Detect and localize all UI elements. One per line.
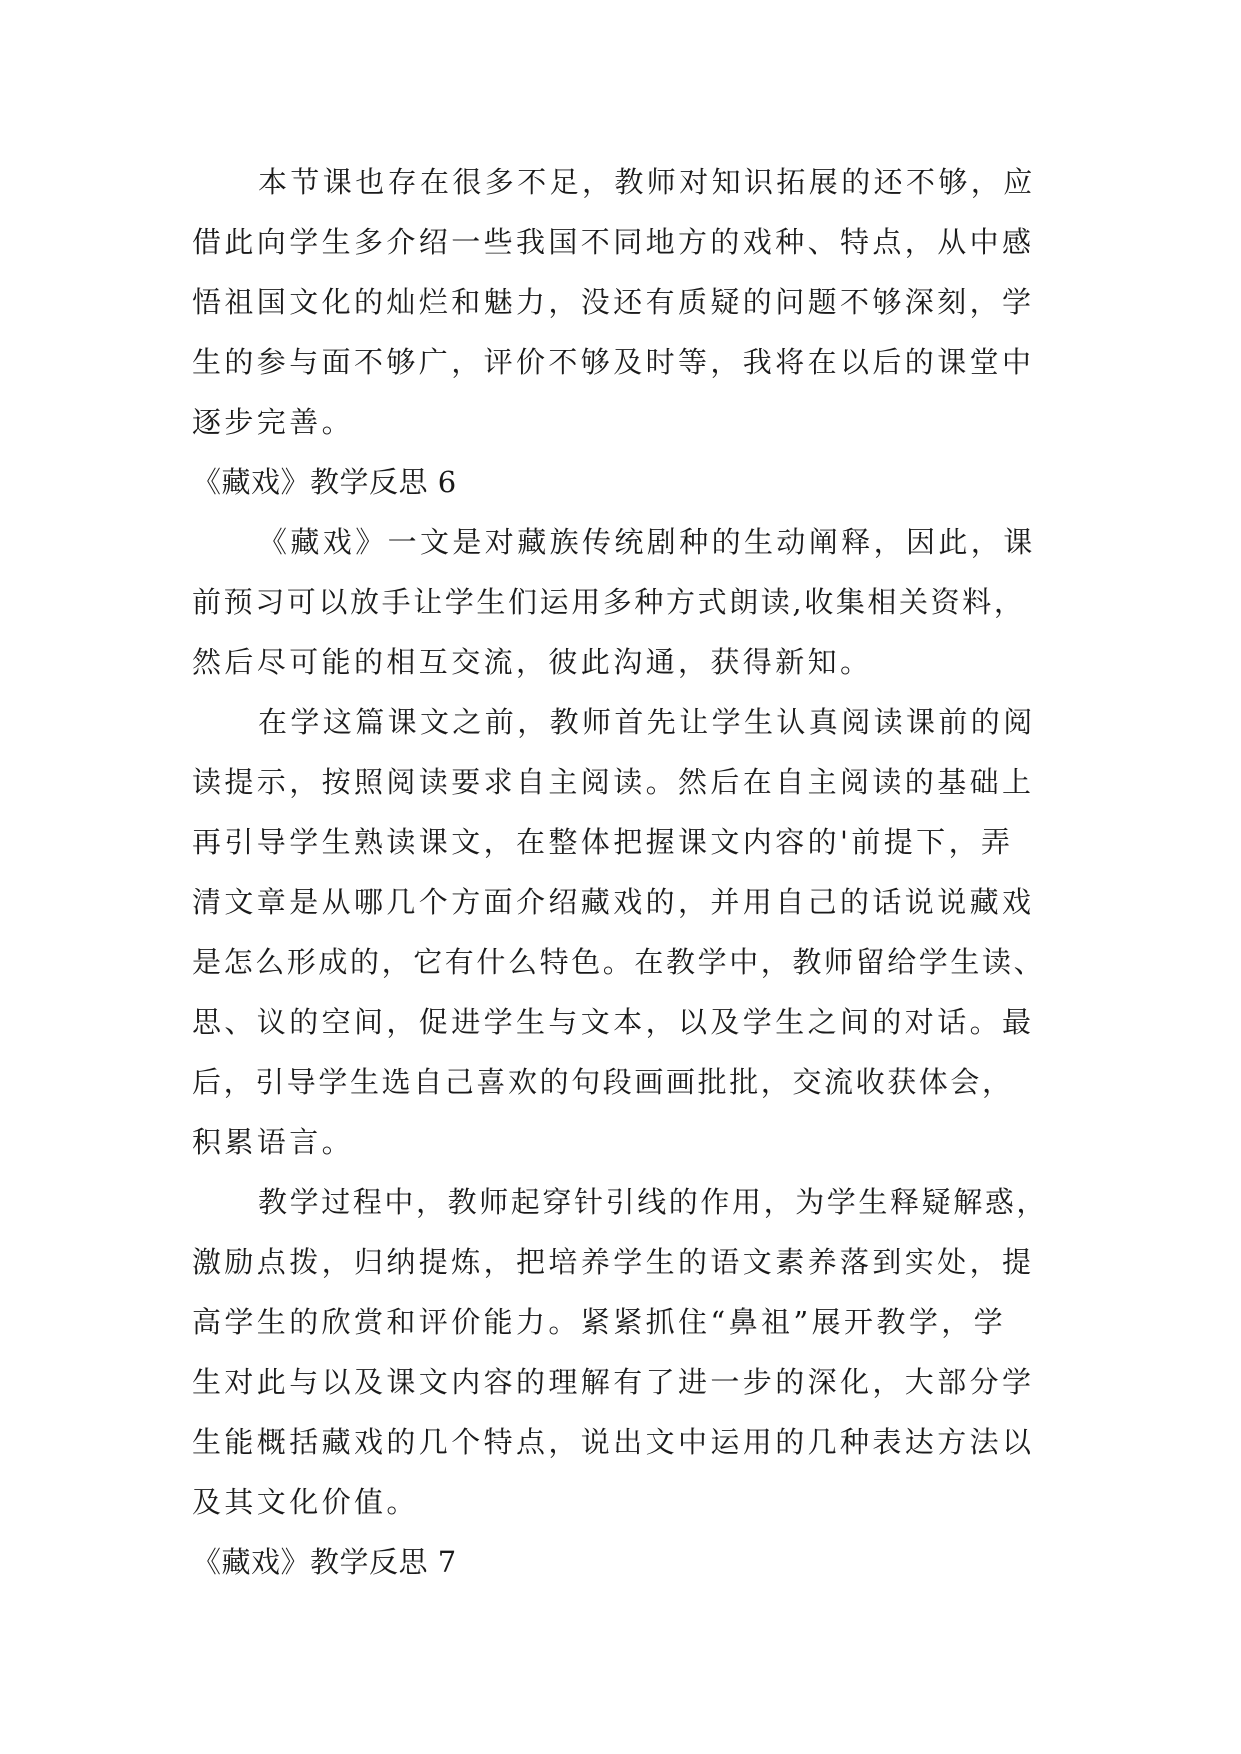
paragraph-line: 《藏戏》一文是对藏族传统剧种的生动阐释，因此，课 [258,525,1036,559]
paragraph-line: 教学过程中，教师起穿针引线的作用，为学生释疑解惑， [258,1185,1049,1219]
paragraph-2 [192,512,1072,692]
section-heading: 《藏戏》教学反思 6 [192,465,457,499]
paragraph-line: 积累语言。 [192,1125,355,1159]
paragraph-line: 借此向学生多介绍一些我国不同地方的戏种、特点，从中感 [192,225,1035,259]
paragraph-line: 生的参与面不够广，评价不够及时等，我将在以后的课堂中 [192,345,1035,379]
document-body [192,152,1072,1592]
paragraph-line: 读提示，按照阅读要求自主阅读。然后在自主阅读的基础上 [192,765,1035,799]
paragraph-line: 激励点拨，归纳提炼，把培养学生的语文素养落到实处，提 [192,1245,1035,1279]
paragraph-line: 再引导学生熟读课文，在整体把握课文内容的'前提下，弄 [192,825,1014,859]
paragraph-line: 及其文化价值。 [192,1485,419,1519]
paragraph-line: 高学生的欣赏和评价能力。紧紧抓住“鼻祖”展开教学，学 [192,1305,1007,1339]
paragraph-line: 清文章是从哪几个方面介绍藏戏的，并用自己的话说说藏戏 [192,885,1035,919]
paragraph-line: 在学这篇课文之前，教师首先让学生认真阅读课前的阅 [258,705,1036,739]
paragraph-line: 思、议的空间，促进学生与文本，以及学生之间的对话。最 [192,1005,1035,1039]
paragraph-line: 然后尽可能的相互交流，彼此沟通，获得新知。 [192,645,873,679]
paragraph-line: 生对此与以及课文内容的理解有了进一步的深化，大部分学 [192,1365,1035,1399]
paragraph-line: 悟祖国文化的灿烂和魅力，没还有质疑的问题不够深刻，学 [192,285,1035,319]
paragraph-line: 本节课也存在很多不足，教师对知识拓展的还不够，应 [258,165,1036,199]
paragraph-line: 前预习可以放手让学生们运用多种方式朗读,收集相关资料， [192,585,1026,619]
section-heading: 《藏戏》教学反思 7 [192,1545,457,1579]
paragraph-line: 后，引导学生选自己喜欢的句段画画批批，交流收获体会， [192,1065,1014,1099]
paragraph-line: 是怎么形成的，它有什么特色。在教学中，教师留给学生读、 [192,945,1046,979]
paragraph-3 [192,692,1072,1172]
paragraph-line: 生能概括藏戏的几个特点，说出文中运用的几种表达方法以 [192,1425,1035,1459]
paragraph-1 [192,152,1072,452]
paragraph-line: 逐步完善。 [192,405,355,439]
paragraph-4 [192,1172,1072,1532]
